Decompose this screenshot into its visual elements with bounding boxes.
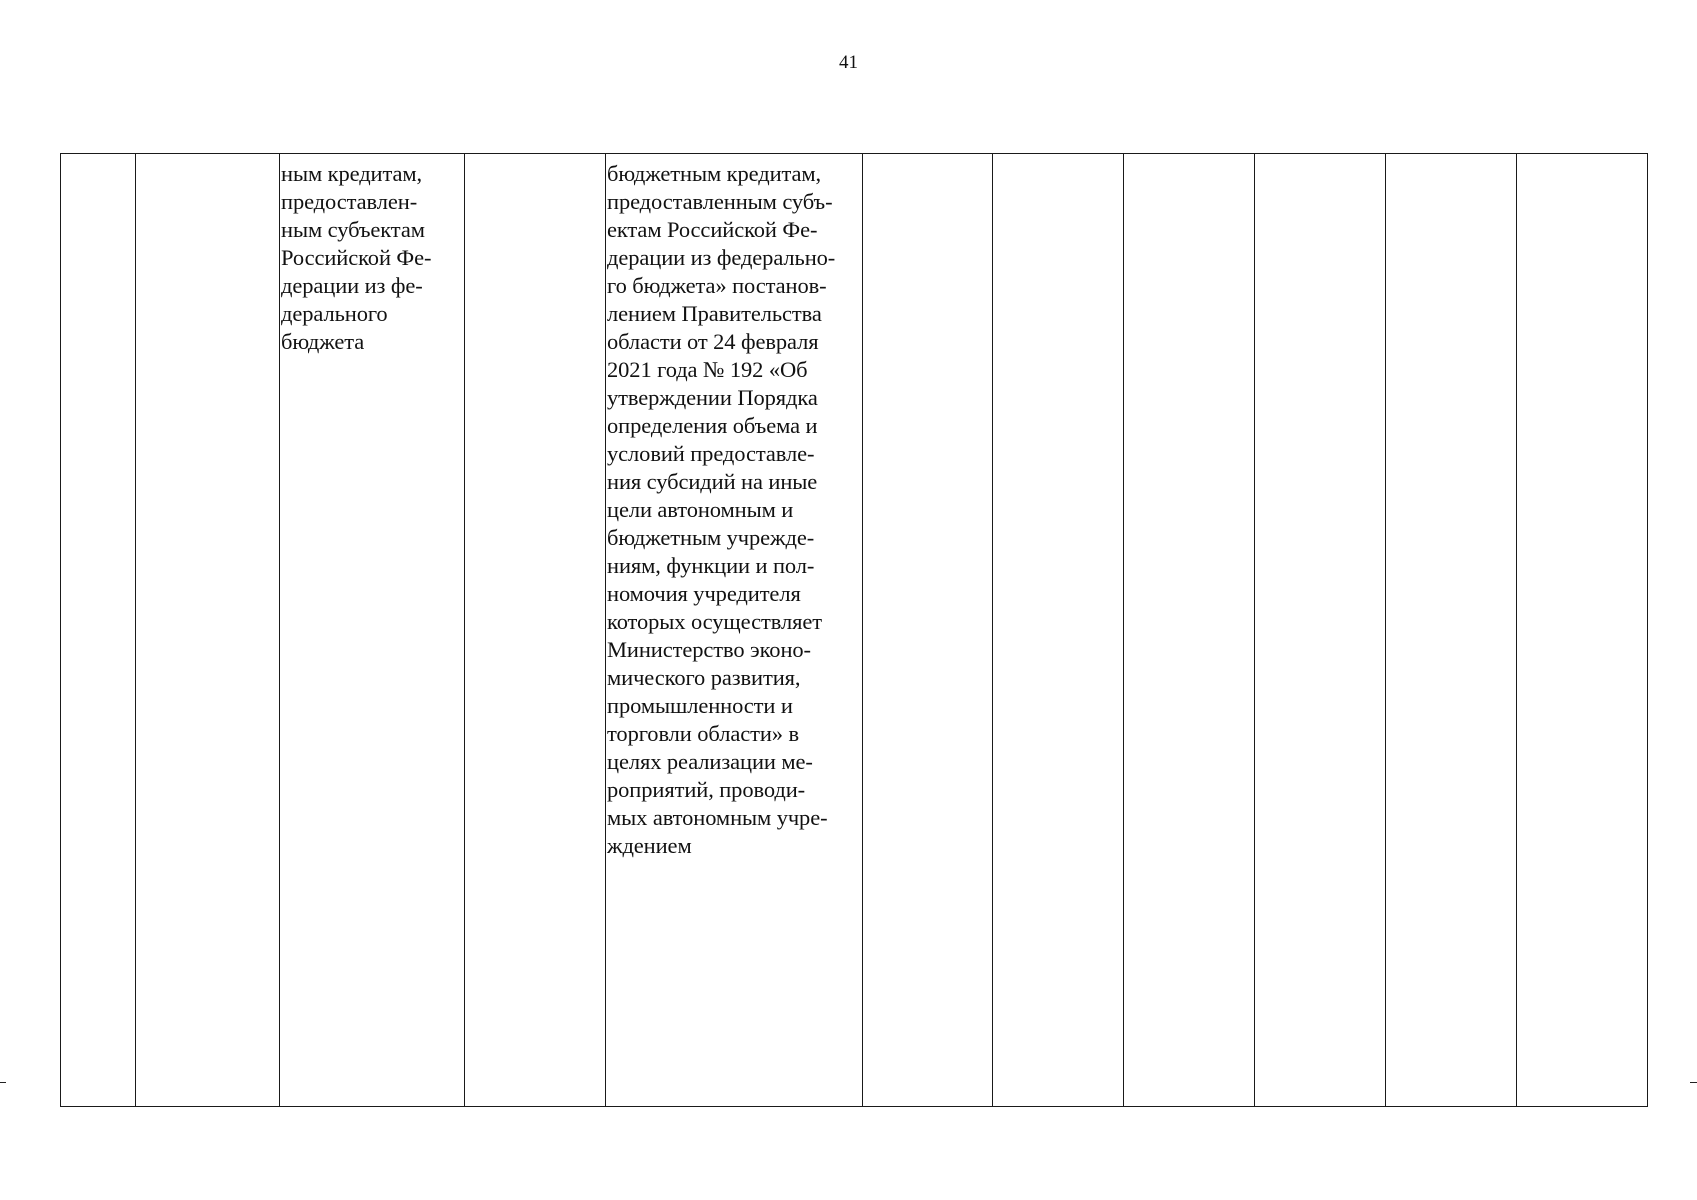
table-cell-col-5 <box>606 154 863 1107</box>
page-number: 41 <box>839 52 858 73</box>
left-scan-mark <box>0 1082 6 1083</box>
cell-budget-credits-text: ным кредитам, предоставлен- ным субъектам Российской Фе- дерации из фе- дерального бюджета <box>281 161 432 354</box>
table-cell-col-9 <box>1255 154 1386 1107</box>
document-table <box>60 153 1648 1107</box>
table-cell-col-8 <box>1124 154 1255 1107</box>
right-scan-mark <box>1690 1082 1697 1083</box>
table-cell-col-7 <box>993 154 1124 1107</box>
cell-regulation-text: бюджетным кредитам, предоставленным субъ- ектам Российской Фе- дерации из федерально- го бюджета» постанов- лением Правительства области от 24 февраля 2021 года № 192 «Об утверждении Порядка определения объема и условий предоставле- ния субсидий на иные цели автономным и бюджетным учрежде- ниям, функции и пол- номочия учредителя которых осуществляет Министерство эконо- мического развития, промышленности и торговли области» в целях реализации ме- роприятий, проводи- мых автономным учре- ждением <box>607 161 836 858</box>
table-cell-col-4 <box>465 154 606 1107</box>
table-cell-col-2 <box>136 154 280 1107</box>
table-cell-col-6 <box>863 154 993 1107</box>
table-cell-col-1 <box>61 154 136 1107</box>
table-row <box>61 154 1648 1107</box>
table-cell-col-10 <box>1386 154 1517 1107</box>
table-cell-col-11 <box>1517 154 1648 1107</box>
table-cell-col-3 <box>280 154 465 1107</box>
